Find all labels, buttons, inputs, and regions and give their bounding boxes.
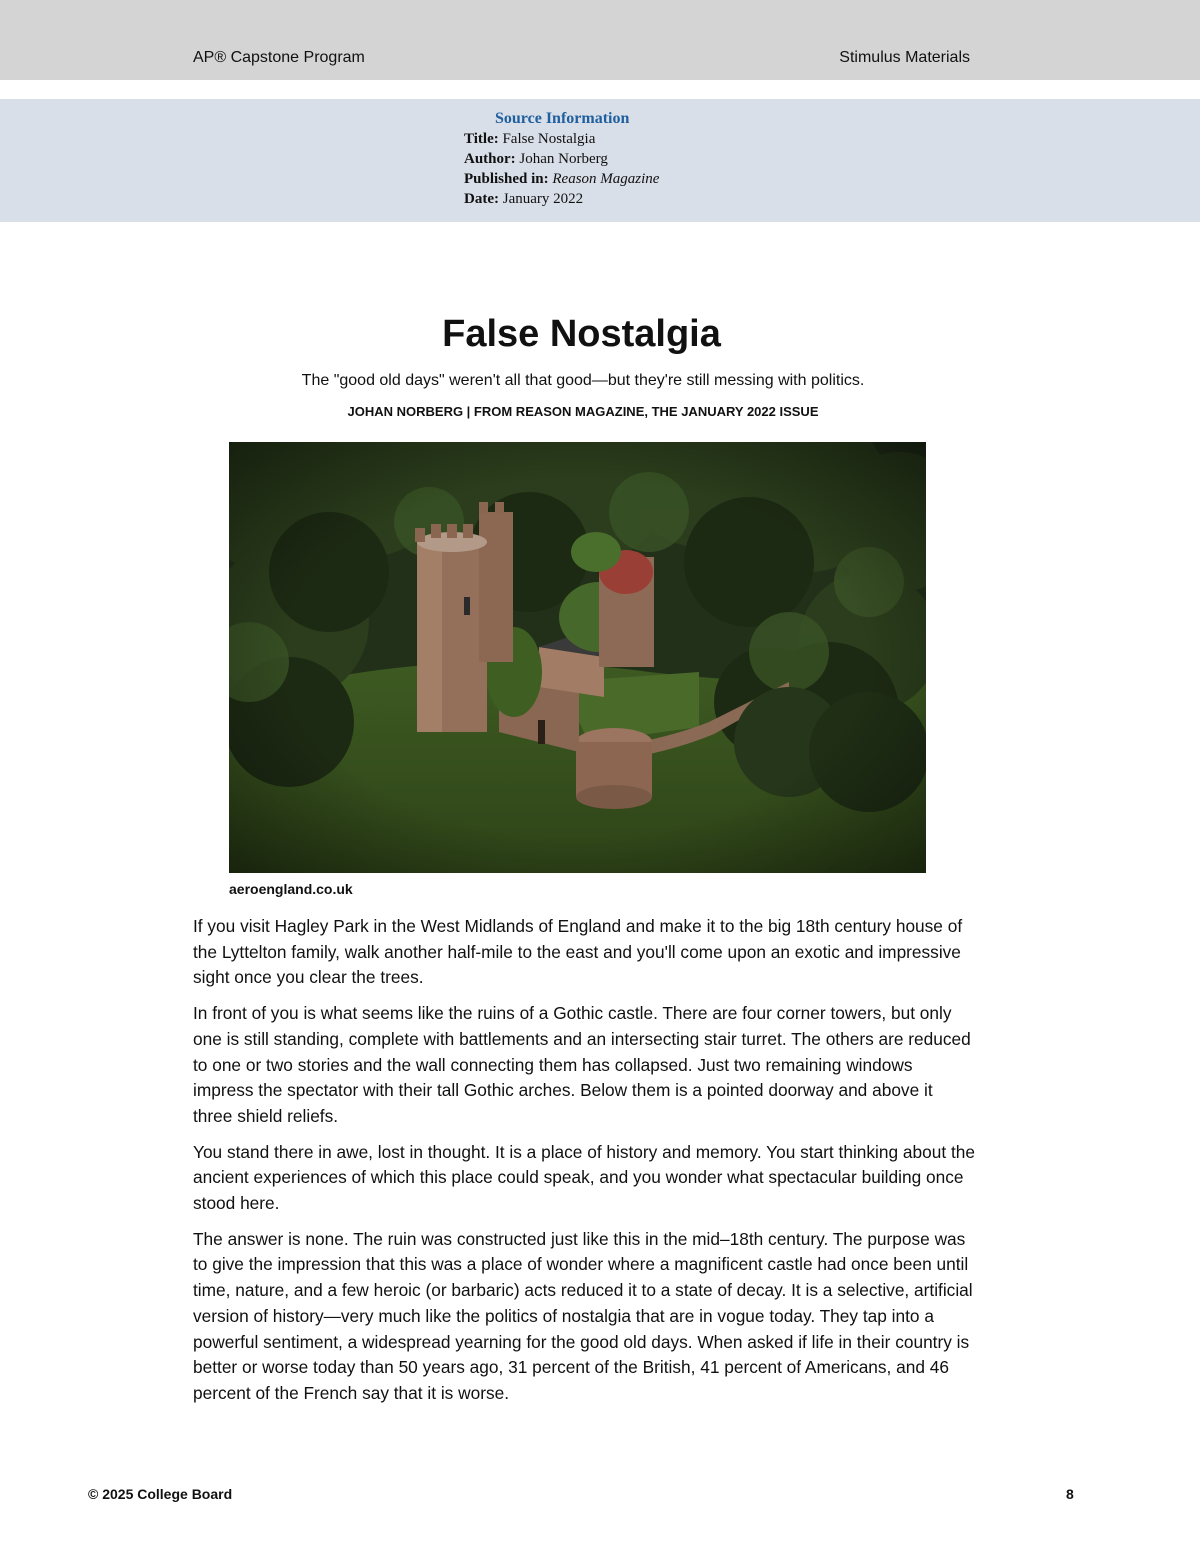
body-paragraph: You stand there in awe, lost in thought. It is a place of history and memory. You start thinking about the ancient experiences of which this place could speak, and you wonder what spectacular building once stood here.	[193, 1141, 975, 1214]
source-date-value: January 2022	[502, 191, 584, 207]
footer-copyright: © 2025 College Board	[88, 1486, 233, 1502]
body-paragraph: In front of you is what seems like the ruins of a Gothic castle. There are four corner towers, but only one is still standing, complete with battlements and an intersecting stair turret. The others are reduced to one or two stories and the wall connecting them has collapsed. Just two remaining windows impress the spectator with their tall Gothic arches. Below them is a pointed doorway and above it three shield reliefs.	[193, 1003, 971, 1126]
program-name: AP® Capstone Program	[193, 49, 365, 66]
source-published-label: Published in:	[464, 171, 549, 187]
body-paragraph: If you visit Hagley Park in the West Midlands of England and make it to the big 18th century house of the Lyttelton family, walk another half-mile to the east and you'll come upon an exotic and impressive sight once you clear the trees.	[193, 916, 963, 988]
article-byline: JOHAN NORBERG | FROM REASON MAGAZINE, THE JANUARY 2022 ISSUE	[347, 404, 819, 419]
source-date-label: Date:	[464, 191, 499, 207]
article-subtitle: The "good old days" weren't all that good—but they're still messing with politics.	[301, 372, 865, 389]
page-header-bar	[0, 0, 1200, 80]
article-body	[193, 914, 975, 1417]
page-number: 8	[1066, 1486, 1074, 1502]
source-title-value: False Nostalgia	[502, 131, 596, 147]
source-information-box	[0, 99, 1200, 222]
source-published-line	[464, 169, 659, 189]
article-title: False Nostalgia	[442, 313, 721, 355]
source-author-value: Johan Norberg	[519, 151, 608, 167]
source-published-value: Reason Magazine	[552, 171, 660, 187]
castle-ruin-photo	[229, 442, 926, 873]
photo-caption: aeroengland.co.uk	[229, 881, 353, 897]
source-author-line	[464, 149, 659, 169]
source-date-line	[464, 189, 659, 209]
source-title-label: Title:	[464, 131, 499, 147]
source-author-label: Author:	[464, 151, 516, 167]
section-name: Stimulus Materials	[839, 49, 970, 66]
body-paragraph: The answer is none. The ruin was constructed just like this in the mid–18th century. The purpose was to give the impression that this was a place of wonder where a magnificent castle had once been until time, nature, and a few heroic (or barbaric) acts reduced it to a state of decay. It is a selective, artificial version of history—very much like the politics of nostalgia that are in vogue today. They tap into a powerful sentiment, a widespread yearning for the good old days. When asked if life in their country is better or worse today than 50 years ago, 31 percent of the British, 41 percent of Americans, and 46 percent of the French say that it is worse.	[193, 1228, 973, 1403]
source-info-heading: Source Information	[495, 110, 630, 127]
source-title-line	[464, 129, 659, 149]
